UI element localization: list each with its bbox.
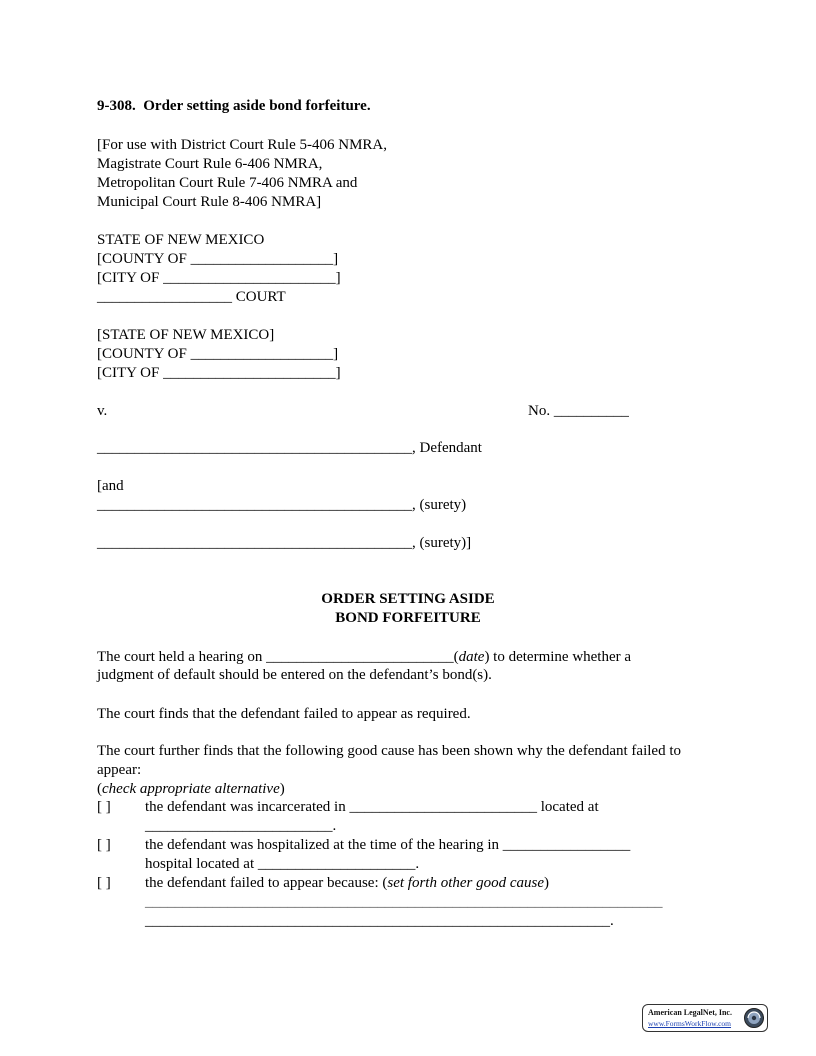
option-checkbox[interactable]: [ ] xyxy=(97,799,111,815)
use-note-line: Metropolitan Court Rule 7-406 NMRA and xyxy=(97,175,358,191)
surety-line: __________________________________________, (surety) xyxy=(97,497,467,513)
option-incarcerated-line2: _________________________. xyxy=(145,818,337,834)
defendant-line: __________________________________________, Defendant xyxy=(97,440,482,456)
other-cause-blank: _____________________________________________________________________ xyxy=(145,894,663,910)
american-legalnet-logo xyxy=(642,1004,768,1032)
plaintiff-city: [CITY OF _______________________] xyxy=(97,365,341,381)
court-city: [CITY OF _______________________] xyxy=(97,270,341,286)
use-note-line: [For use with District Court Rule 5-406 NMRA, xyxy=(97,137,387,153)
court-county: [COUNTY OF ___________________] xyxy=(97,251,339,267)
plaintiff-state: [STATE OF NEW MEXICO] xyxy=(97,327,275,343)
hearing-paragraph-line2: judgment of default should be entered on the defendant’s bond(s). xyxy=(97,667,492,683)
option-hospitalized: the defendant was hospitalized at the time of the hearing in _________________ xyxy=(145,837,631,853)
and-bracket: [and xyxy=(97,478,124,494)
use-note-line: Magistrate Court Rule 6-406 NMRA, xyxy=(97,156,323,172)
finding-good-cause: The court further finds that the following good cause has been shown why the defendant failed to xyxy=(97,743,681,759)
case-number: No. __________ xyxy=(528,403,629,419)
option-hospitalized-line2: hospital located at _____________________. xyxy=(145,856,420,872)
hearing-paragraph: The court held a hearing on _________________________(date) to determine whether a xyxy=(97,649,632,665)
court-state: STATE OF NEW MEXICO xyxy=(97,232,265,248)
form-heading xyxy=(97,97,371,116)
court-name: __________________ COURT xyxy=(97,289,286,305)
plaintiff-county: [COUNTY OF ___________________] xyxy=(97,346,339,362)
globe-icon xyxy=(743,1007,765,1029)
order-title-line2: BOND FORFEITURE xyxy=(335,610,481,626)
other-cause-blank: ______________________________________________________________. xyxy=(145,913,614,929)
option-other-cause: the defendant failed to appear because: (set forth other good cause) xyxy=(145,875,550,891)
option-checkbox[interactable]: [ ] xyxy=(97,875,111,891)
finding-good-cause-line2: appear: xyxy=(97,762,142,778)
surety-line: __________________________________________, (surety)] xyxy=(97,535,472,551)
logo-url-link[interactable]: www.FormsWorkFlow.com xyxy=(648,1019,732,1028)
order-title-line1: ORDER SETTING ASIDE xyxy=(321,591,495,607)
logo-company-name: American LegalNet, Inc. xyxy=(648,1008,732,1017)
form-title: Order setting aside bond forfeiture. xyxy=(143,98,371,114)
alternative-instruction: (check appropriate alternative) xyxy=(97,781,285,797)
versus: v. xyxy=(97,403,108,419)
date-label: date xyxy=(458,649,485,665)
option-checkbox[interactable]: [ ] xyxy=(97,837,111,853)
form-number: 9-308. xyxy=(97,98,136,114)
option-incarcerated: the defendant was incarcerated in _________________________ located at xyxy=(145,799,599,815)
use-note-line: Municipal Court Rule 8-406 NMRA] xyxy=(97,194,322,210)
finding-failure-to-appear: The court finds that the defendant failed to appear as required. xyxy=(97,706,471,722)
